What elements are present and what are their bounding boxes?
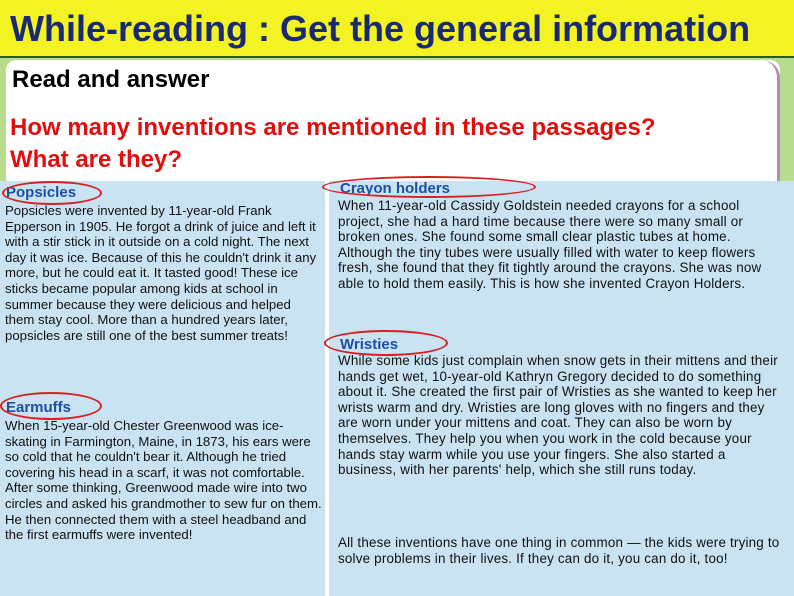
instruction-label: Read and answer <box>12 66 210 93</box>
highlight-oval-earmuffs <box>0 392 102 420</box>
highlight-oval-popsicles <box>2 181 102 205</box>
highlight-oval-crayon-holders <box>322 176 536 198</box>
heading-wristies: Wristies <box>340 336 399 353</box>
passage-earmuffs-body: When 15-year-old Chester Greenwood was ice-skating in Farmington, Maine, in 1873, his ears were so cold that he couldn't bear it. Although he tried covering his head in a scarf, it was not comfortable. After some thinking, Greenwood made wire into two circles and asked his grandmother to sew fur on them. He then connected them with a steel headband and the first earmuffs were invented! <box>5 418 322 543</box>
passage-popsicles-body: Popsicles were invented by 11-year-old Frank Epperson in 1905. He forgot a drink of juice and left it with a stir stick in it outside on a cold night. The next day it was ice. Because of this he couldn't drink it any more, but he could eat it. It tasted good! These ice sticks became popular among kids at school in summer because they were delicious and helped them stay cool. More than a hundred years later, popsicles are still one of the best summer treats! <box>5 203 317 343</box>
question-text: How many inventions are mentioned in these passages? What are they? <box>10 114 656 173</box>
passage-conclusion-body: All these inventions have one thing in common — the kids were trying to solve problems in their lives. If they can do it, you can do it, too! <box>338 535 780 566</box>
heading-crayon-holders: Crayon holders <box>340 180 451 197</box>
title-underline <box>0 56 794 58</box>
passage-wristies-body: While some kids just complain when snow gets in their mittens and their hands get wet, 10-year-old Kathryn Gregory decided to do something about it. She created the first pair of Wristies as she wanted to keep her wrists warm and dry. Wristies are long gloves with no fingers and they are worn under your mittens and coat. They can also be worn by themselves. They help you when you work in the cold because your hands stay warm while you use your fingers. She also started a business, with her parents' help, which she still runs today. <box>338 353 778 478</box>
heading-earmuffs: Earmuffs <box>6 399 72 416</box>
slide-title: While-reading : Get the general information <box>10 8 751 49</box>
heading-popsicles: Popsicles <box>6 184 77 201</box>
passage-crayon-holders-body: When 11-year-old Cassidy Goldstein needed crayons for a school project, she had a hard time because there were so many small or broken ones. She found some small clear plastic tubes at home. Although the tiny tubes were usually filled with water to keep flowers fresh, she found that they fit tightly around the crayons. She was now able to hold them easily. This is how she invented Crayon Holders. <box>338 198 762 291</box>
